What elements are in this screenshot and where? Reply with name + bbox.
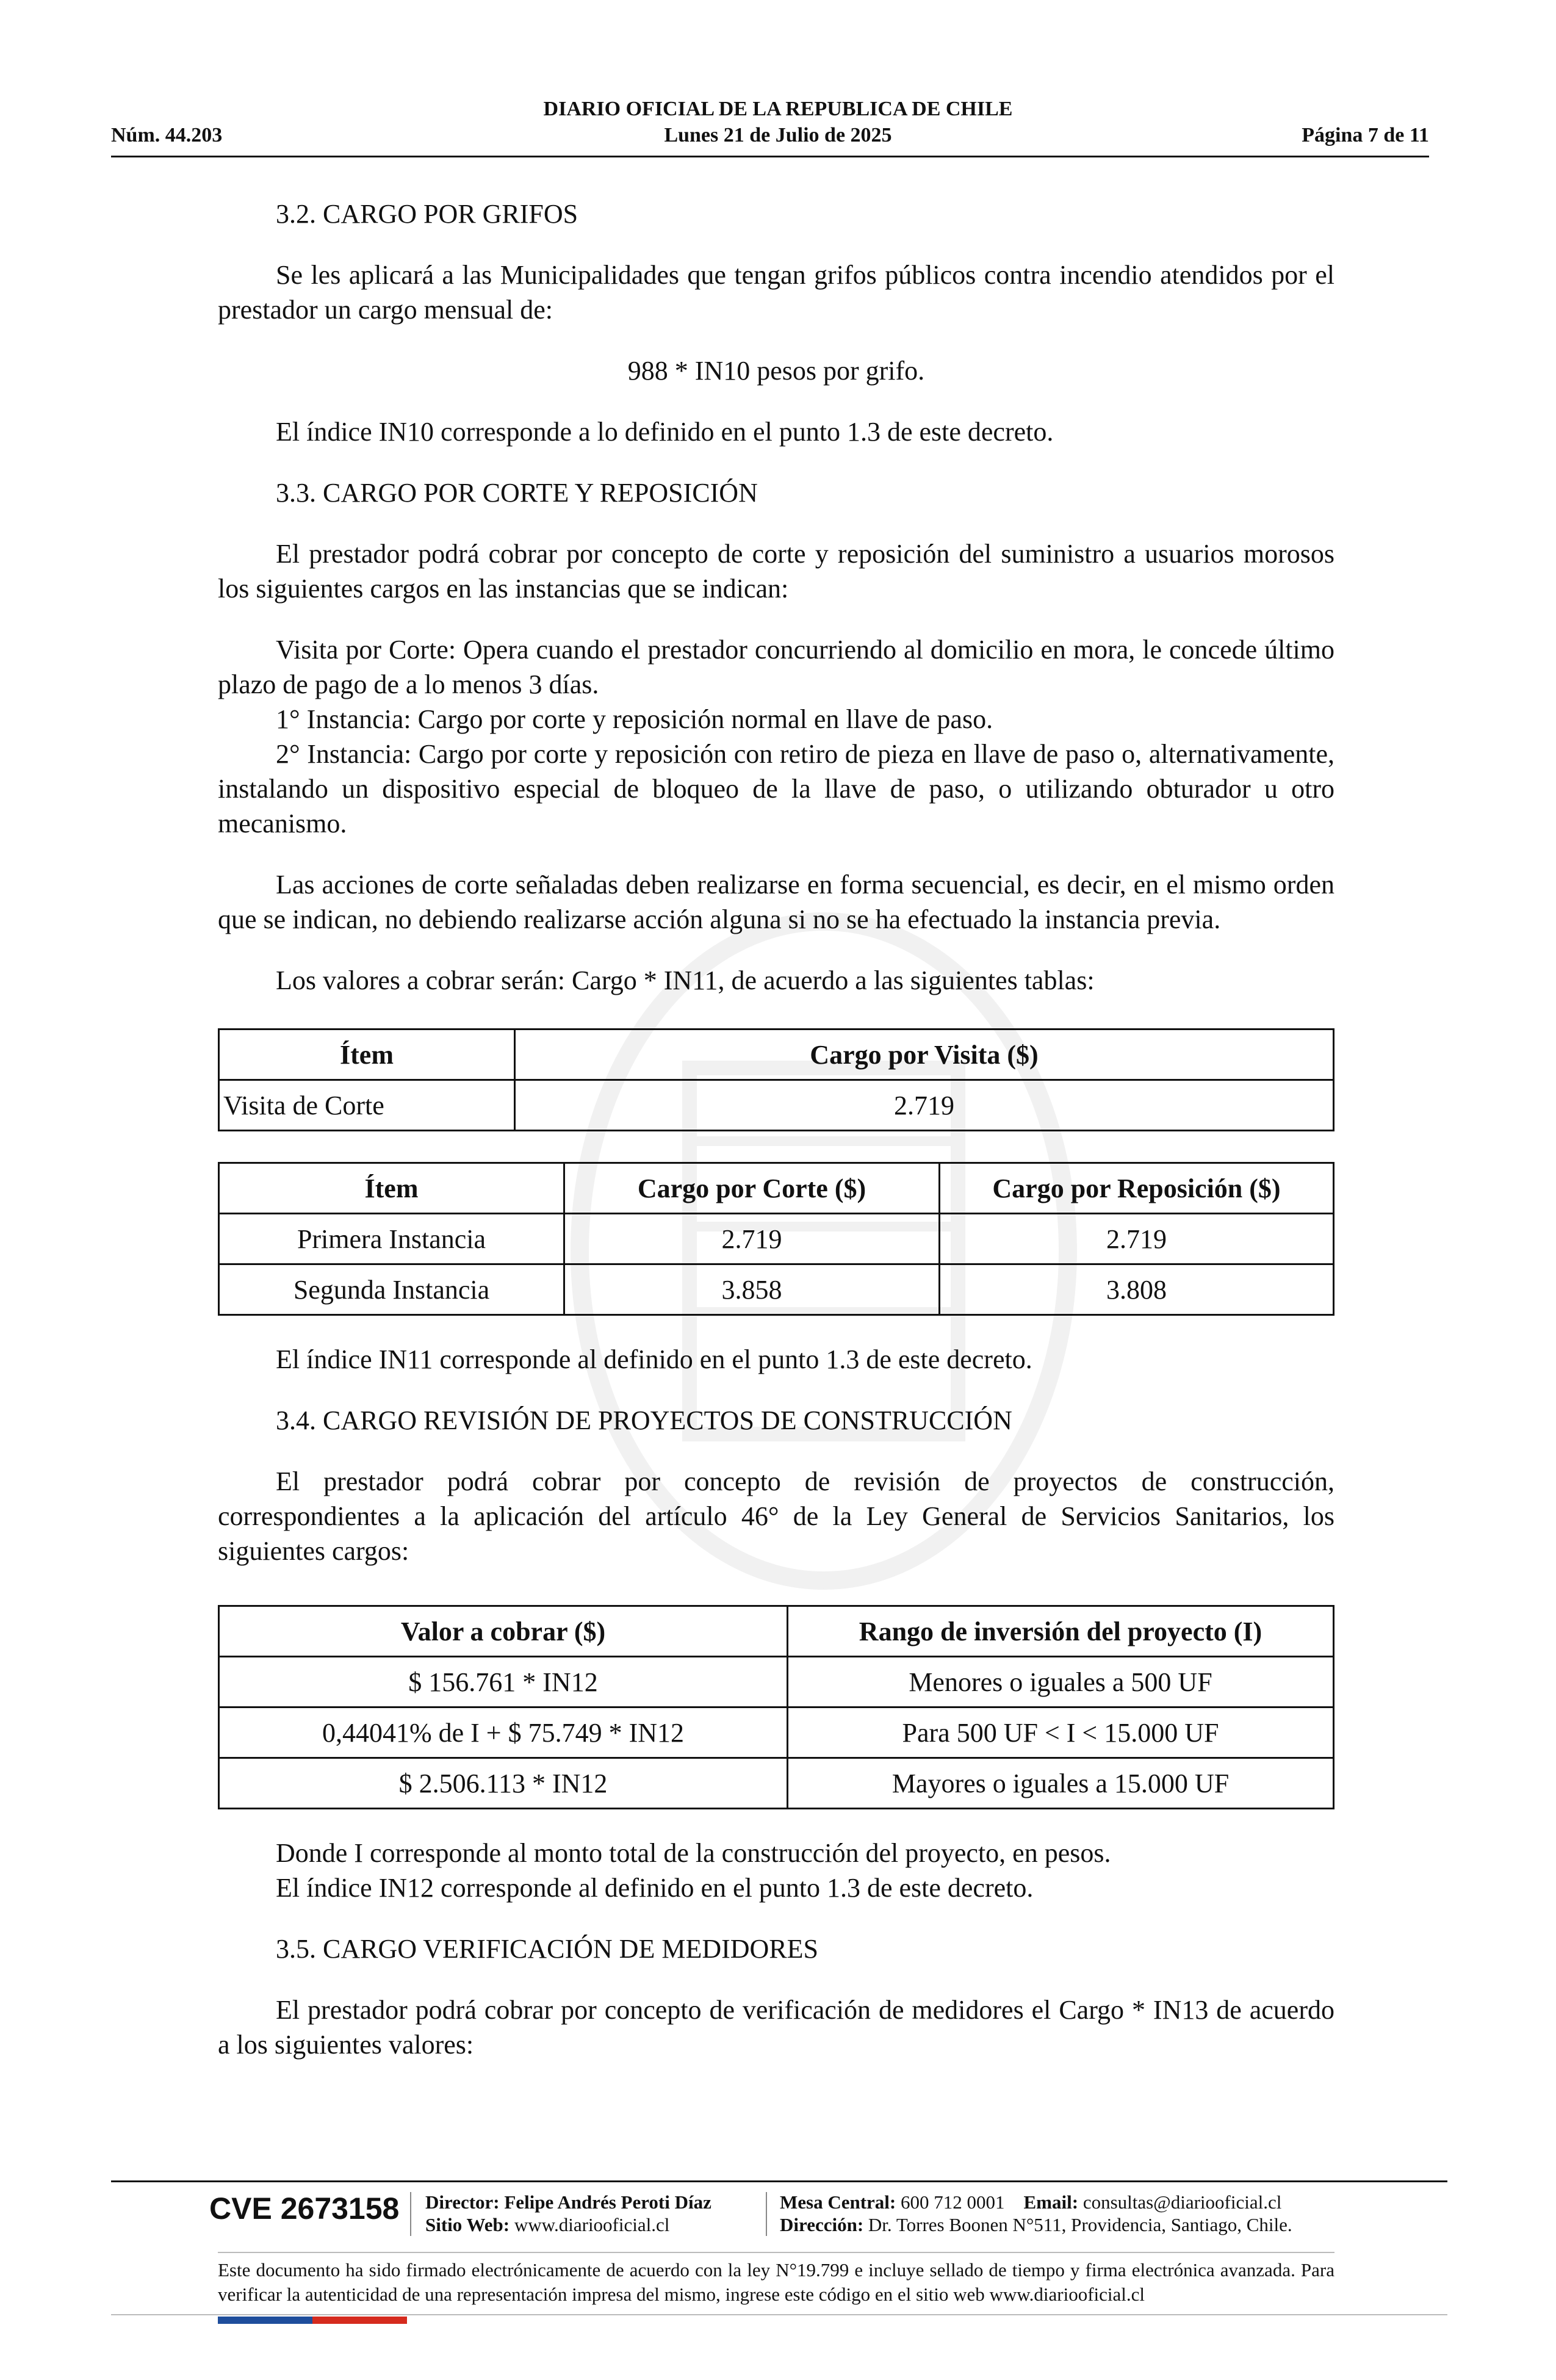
table-header-cell: Cargo por Visita ($)	[515, 1030, 1334, 1080]
table-header-row	[219, 1030, 1334, 1080]
table-header-row	[219, 1163, 1334, 1214]
table-cell: Menores o iguales a 500 UF	[788, 1657, 1334, 1707]
site-label: Sitio Web:	[425, 2214, 510, 2235]
issue-date: Lunes 21 de Julio de 2025	[664, 124, 892, 146]
table-row	[219, 1707, 1334, 1758]
table-cell: 2.719	[940, 1214, 1334, 1264]
in10-note: El índice IN10 corresponde a lo definido en el punto 1.3 de este decreto.	[276, 417, 1054, 447]
footer-bottom-rule	[111, 2314, 1447, 2315]
table-header-cell: Rango de inversión del proyecto (I)	[788, 1606, 1334, 1657]
table-cell: Para 500 UF < I < 15.000 UF	[788, 1707, 1334, 1758]
table-header-cell: Cargo por Reposición ($)	[940, 1163, 1334, 1214]
email-label: Email:	[1023, 2191, 1079, 2213]
table-cell: 3.808	[940, 1264, 1334, 1315]
corte-reposicion-table	[218, 1162, 1334, 1316]
table-row	[219, 1657, 1334, 1707]
table-cell: 2.719	[564, 1214, 940, 1264]
cve-code: CVE 2673158	[209, 2191, 400, 2226]
table-row	[219, 1264, 1334, 1315]
mesa-phone: 600 712 0001	[901, 2191, 1005, 2213]
footer-contact-block	[780, 2191, 1292, 2236]
footer-rule	[111, 2180, 1447, 2182]
section-3-5-intro: El prestador podrá cobrar por concepto de verificación de medidores el Cargo * IN13 de acuerdo a los siguientes valores:	[218, 1995, 1334, 2060]
section-3-4-heading: 3.4. CARGO REVISIÓN DE PROYECTOS DE CONSTRUCCIÓN	[276, 1405, 1012, 1435]
table-header-cell: Valor a cobrar ($)	[219, 1606, 788, 1657]
table-row	[219, 1214, 1334, 1264]
gazette-title: DIARIO OFICIAL DE LA REPUBLICA DE CHILE	[543, 98, 1013, 120]
grifo-formula: 988 * IN10 pesos por grifo.	[627, 356, 925, 386]
table-header-cell: Cargo por Corte ($)	[564, 1163, 940, 1214]
section-3-5-heading: 3.5. CARGO VERIFICACIÓN DE MEDIDORES	[276, 1934, 819, 1964]
address-value: Dr. Torres Boonen N°511, Providencia, Santiago, Chile.	[868, 2214, 1292, 2235]
valores-paragraph: Los valores a cobrar serán: Cargo * IN11, de acuerdo a las siguientes tablas:	[276, 965, 1095, 995]
address-label: Dirección:	[780, 2214, 864, 2235]
flag-stripe-blue	[218, 2317, 312, 2324]
table-cell: Primera Instancia	[219, 1214, 564, 1264]
table-header-cell: Ítem	[219, 1163, 564, 1214]
table-cell: 0,44041% de I + $ 75.749 * IN12	[219, 1707, 788, 1758]
director-name: Felipe Andrés Peroti Díaz	[504, 2191, 711, 2213]
in12-note: El índice IN12 corresponde al definido en el punto 1.3 de este decreto.	[276, 1873, 1034, 1903]
page-indicator: Página 7 de 11	[1302, 124, 1429, 146]
table-header-cell: Ítem	[219, 1030, 515, 1080]
site-link[interactable]: www.diariooficial.cl	[514, 2214, 670, 2235]
table-row	[219, 1080, 1334, 1131]
footer-divider	[410, 2192, 411, 2236]
table-cell: 2.719	[515, 1080, 1334, 1131]
table-cell: 3.858	[564, 1264, 940, 1315]
footer-divider	[766, 2192, 767, 2236]
monto-i-note: Donde I corresponde al monto total de la construcción del proyecto, en pesos.	[276, 1838, 1111, 1868]
section-3-2-paragraph: Se les aplicará a las Municipalidades que tengan grifos públicos contra incendio atendidos por el prestador un cargo mensual de:	[218, 260, 1334, 325]
visita-table	[218, 1028, 1334, 1131]
table-cell: $ 156.761 * IN12	[219, 1657, 788, 1707]
table-row	[219, 1758, 1334, 1809]
section-3-4-intro: El prestador podrá cobrar por concepto de revisión de proyectos de construcción, correspondientes a la aplicación del artículo 46° de la Ley General de Servicios Sanitarios, los siguientes cargos:	[218, 1466, 1334, 1566]
flag-stripe-red	[312, 2317, 407, 2324]
table-cell: Segunda Instancia	[219, 1264, 564, 1315]
footer-inner-rule	[218, 2252, 1334, 2253]
mesa-label: Mesa Central:	[780, 2191, 896, 2213]
instancia-2-paragraph: 2° Instancia: Cargo por corte y reposición con retiro de pieza en llave de paso o, alternativamente, instalando un dispositivo especial de bloqueo de la llave de paso, o utilizando obturador u otro mecanismo.	[218, 739, 1334, 838]
in11-note: El índice IN11 corresponde al definido en el punto 1.3 de este decreto.	[276, 1344, 1032, 1374]
table-cell: Visita de Corte	[219, 1080, 515, 1131]
secuencial-paragraph: Las acciones de corte señaladas deben realizarse en forma secuencial, es decir, en el mismo orden que se indican, no debiendo realizarse acción alguna si no se ha efectuado la instancia previa.	[218, 870, 1334, 934]
issue-number: Núm. 44.203	[111, 124, 223, 146]
email-link[interactable]: consultas@diariooficial.cl	[1082, 2191, 1282, 2213]
director-label: Director:	[425, 2191, 500, 2213]
table-cell: Mayores o iguales a 15.000 UF	[788, 1758, 1334, 1809]
section-3-2-heading: 3.2. CARGO POR GRIFOS	[276, 199, 578, 229]
section-3-3-intro: El prestador podrá cobrar por concepto de corte y reposición del suministro a usuarios morosos los siguientes cargos en las instancias que se indican:	[218, 539, 1334, 604]
footer-director-block	[425, 2191, 711, 2236]
instancia-1-paragraph: 1° Instancia: Cargo por corte y reposición normal en llave de paso.	[276, 704, 993, 734]
visita-corte-paragraph: Visita por Corte: Opera cuando el prestador concurriendo al domicilio en mora, le concede último plazo de pago de a lo menos 3 días.	[218, 635, 1334, 699]
revision-proyectos-table	[218, 1605, 1334, 1809]
table-cell: $ 2.506.113 * IN12	[219, 1758, 788, 1809]
section-3-3-heading: 3.3. CARGO POR CORTE Y REPOSICIÓN	[276, 478, 758, 508]
electronic-signature-note: Este documento ha sido firmado electrónicamente de acuerdo con la ley N°19.799 e incluye sellado de tiempo y firma electrónica avanzada. Para verificar la autenticidad de una representación impresa del mismo, ingrese este código en el sitio web www.diariooficial.cl	[218, 2259, 1334, 2305]
header-rule	[111, 156, 1429, 157]
table-header-row	[219, 1606, 1334, 1657]
document-body	[218, 197, 1334, 2062]
